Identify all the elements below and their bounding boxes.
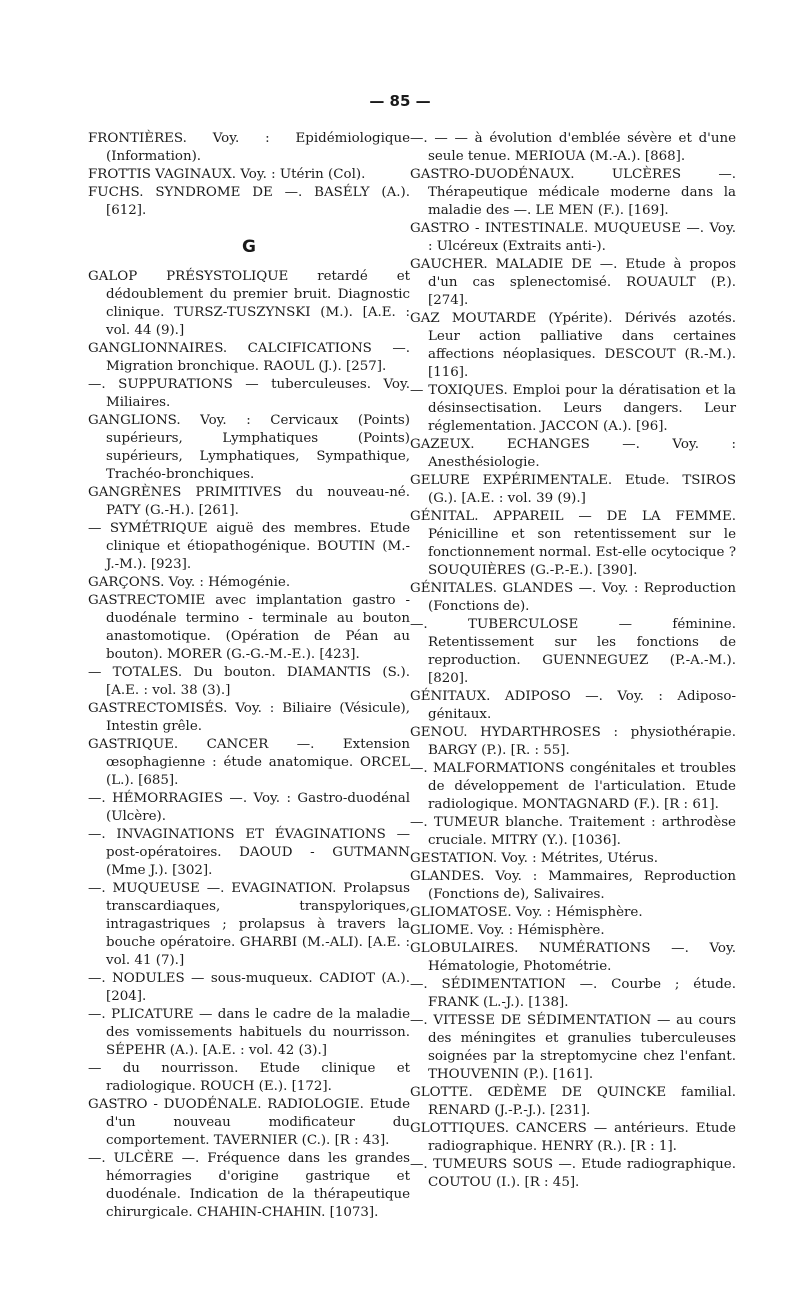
index-entry: GANGLIONS. Voy. : Cervicaux (Points) supérieurs, Lymphatiques (Points) supérieurs, Lymphatiques, Sympathique, Trachéo-bronchiques. bbox=[88, 413, 410, 482]
index-entry: GLANDES. Voy. : Mammaires, Reproduction (Fonctions de), Salivaires. bbox=[410, 869, 736, 902]
index-entry: —. SÉDIMENTATION —. Courbe ; étude. FRANK (L.-J.). [138]. bbox=[410, 977, 736, 1010]
index-entry: GALOP PRÉSYSTOLIQUE retardé et dédoublement du premier bruit. Diagnostic clinique. TURSZ-TUSZYNSKI (M.). [A.E. : vol. 44 (9).] bbox=[88, 269, 410, 338]
index-entry: —. INVAGINATIONS ET ÉVAGINATIONS — post-opératoires. DAOUD - GUTMANN (Mme J.). [302]. bbox=[88, 827, 410, 878]
page-number: — 85 — bbox=[369, 92, 431, 110]
index-entry: —. — — à évolution d'emblée sévère et d'une seule tenue. MERIOUA (M.-A.). [868]. bbox=[410, 131, 736, 164]
index-entry: GANGLIONNAIRES. CALCIFICATIONS —. Migration bronchique. RAOUL (J.). [257]. bbox=[88, 341, 410, 374]
index-entry: FROTTIS VAGINAUX. Voy. : Utérin (Col). bbox=[88, 167, 366, 182]
index-entry: —. SUPPURATIONS — tuberculeuses. Voy. Miliaires. bbox=[88, 377, 410, 410]
index-entry: —. TUMEUR blanche. Traitement : arthrodèse cruciale. MITRY (Y.). [1036]. bbox=[410, 815, 736, 848]
index-entry: GASTRO - DUODÉNALE. RADIOLOGIE. Etude d'un nouveau modificateur du comportement. TAVERNIER (C.). [R : 43]. bbox=[88, 1097, 410, 1148]
index-entry: —. MUQUEUSE —. EVAGINATION. Prolapsus transcardiaques, transpyloriques, intragastriques ; prolapsus à travers la bouche opératoire. GHARBI (M.-ALI). [A.E. : vol. 41 (7).] bbox=[88, 881, 410, 968]
index-entry: FRONTIÈRES. Voy. : Epidémiologique (Information). bbox=[88, 131, 410, 164]
index-entry: —. VITESSE DE SÉDIMENTATION — au cours des méningites et granulies tuberculeuses soignées par la streptomycine chez l'enfant. THOUVENIN (P.). [161]. bbox=[410, 1013, 736, 1082]
index-entry: GASTRECTOMIE avec implantation gastro - duodénale termino - terminale au bouton anastomotique. (Opération de Péan au bouton). MORER (G.-G.-M.-E.). [423]. bbox=[88, 593, 410, 662]
section-letter: G bbox=[242, 237, 256, 257]
index-entry: GLOTTE. ŒDÈME DE QUINCKE familial. RENARD (J.-P.-J.). [231]. bbox=[410, 1085, 736, 1118]
index-entry: GANGRÈNES PRIMITIVES du nouveau-né. PATY (G.-H.). [261]. bbox=[88, 485, 410, 518]
index-entry: GASTRO - INTESTINALE. MUQUEUSE —. Voy. : Ulcéreux (Extraits anti-). bbox=[410, 221, 736, 254]
index-entry: GAZEUX. ECHANGES —. Voy. : Anesthésiologie. bbox=[410, 437, 736, 470]
index-entry: GAZ MOUTARDE (Ypérite). Dérivés azotés. Leur action palliative dans certaines affections néoplasiques. DESCOUT (R.-M.). [116]. bbox=[410, 311, 736, 380]
index-entry: GLOTTIQUES. CANCERS — antérieurs. Etude radiographique. HENRY (R.). [R : 1]. bbox=[410, 1121, 736, 1154]
index-entry: — SYMÉTRIQUE aiguë des membres. Etude clinique et étiopathogénique. BOUTIN (M.-J.-M.). [923]. bbox=[88, 521, 410, 572]
left-column bbox=[88, 130, 410, 1222]
right-column bbox=[410, 130, 736, 1192]
index-entry: —. NODULES — sous-muqueux. CADIOT (A.). [204]. bbox=[88, 971, 410, 1004]
index-entry: —. TUMEURS SOUS —. Etude radiographique. COUTOU (I.). [R : 45]. bbox=[410, 1157, 736, 1190]
index-entry: GLIOME. Voy. : Hémisphère. bbox=[410, 923, 605, 938]
index-entry: GENOU. HYDARTHROSES : physiothérapie. BARGY (P.). [R. : 55]. bbox=[410, 725, 736, 758]
index-entry: GÉNITALES. GLANDES —. Voy. : Reproduction (Fonctions de). bbox=[410, 581, 736, 614]
index-entry: —. ULCÈRE —. Fréquence dans les grandes hémorragies d'origine gastrique et duodénale. Indication de la thérapeutique chirurgicale. CHAHIN-CHAHIN. [1073]. bbox=[88, 1151, 410, 1220]
index-entry: GELURE EXPÉRIMENTALE. Etude. TSIROS (G.). [A.E. : vol. 39 (9).] bbox=[410, 473, 736, 506]
index-entry: GÉNITAL. APPAREIL — DE LA FEMME. Pénicilline et son retentissement sur le fonctionnement normal. Est-elle ocytocique ? SOUQUIÈRES (G.-P.-E.). [390]. bbox=[410, 509, 736, 578]
index-entry: — TOXIQUES. Emploi pour la dératisation et la désinsectisation. Leurs dangers. Leur réglementation. JACCON (A.). [96]. bbox=[410, 383, 736, 434]
index-entry: GASTRIQUE. CANCER —. Extension œsophagienne : étude anatomique. ORCEL (L.). [685]. bbox=[88, 737, 410, 788]
index-entry: —. MALFORMATIONS congénitales et troubles de développement de l'articulation. Etude radiologique. MONTAGNARD (F.). [R : 61]. bbox=[410, 761, 736, 812]
index-entry: —. TUBERCULOSE — féminine. Retentissement sur les fonctions de reproduction. GUENNEGUEZ (P.-A.-M.). [820]. bbox=[410, 617, 736, 686]
index-entry: — du nourrisson. Etude clinique et radiologique. ROUCH (E.). [172]. bbox=[88, 1061, 410, 1094]
index-entry: GAUCHER. MALADIE DE —. Etude à propos d'un cas splenectomisé. ROUAULT (P.). [274]. bbox=[410, 257, 736, 308]
index-entry: GLIOMATOSE. Voy. : Hémisphère. bbox=[410, 905, 643, 920]
index-entry: GASTRECTOMISÉS. Voy. : Biliaire (Vésicule), Intestin grêle. bbox=[88, 701, 410, 734]
index-entry: —. HÉMORRAGIES —. Voy. : Gastro-duodénal (Ulcère). bbox=[88, 791, 410, 824]
index-entry: FUCHS. SYNDROME DE —. BASÉLY (A.). [612]. bbox=[88, 185, 410, 218]
index-entry: GASTRO-DUODÉNAUX. ULCÈRES —. Thérapeutique médicale moderne dans la maladie des —. LE MEN (F.). [169]. bbox=[410, 167, 736, 218]
index-entry: — TOTALES. Du bouton. DIAMANTIS (S.). [A.E. : vol. 38 (3).] bbox=[88, 665, 410, 698]
index-entry: GARÇONS. Voy. : Hémogénie. bbox=[88, 575, 291, 590]
index-entry: GESTATION. Voy. : Métrites, Utérus. bbox=[410, 851, 659, 866]
index-entry: GLOBULAIRES. NUMÉRATIONS —. Voy. Hématologie, Photométrie. bbox=[410, 941, 736, 974]
index-entry: —. PLICATURE — dans le cadre de la maladie des vomissements habituels du nourrisson. SÉPEHR (A.). [A.E. : vol. 42 (3).] bbox=[88, 1007, 410, 1058]
index-entry: GÉNITAUX. ADIPOSO —. Voy. : Adiposo-génitaux. bbox=[410, 689, 736, 722]
